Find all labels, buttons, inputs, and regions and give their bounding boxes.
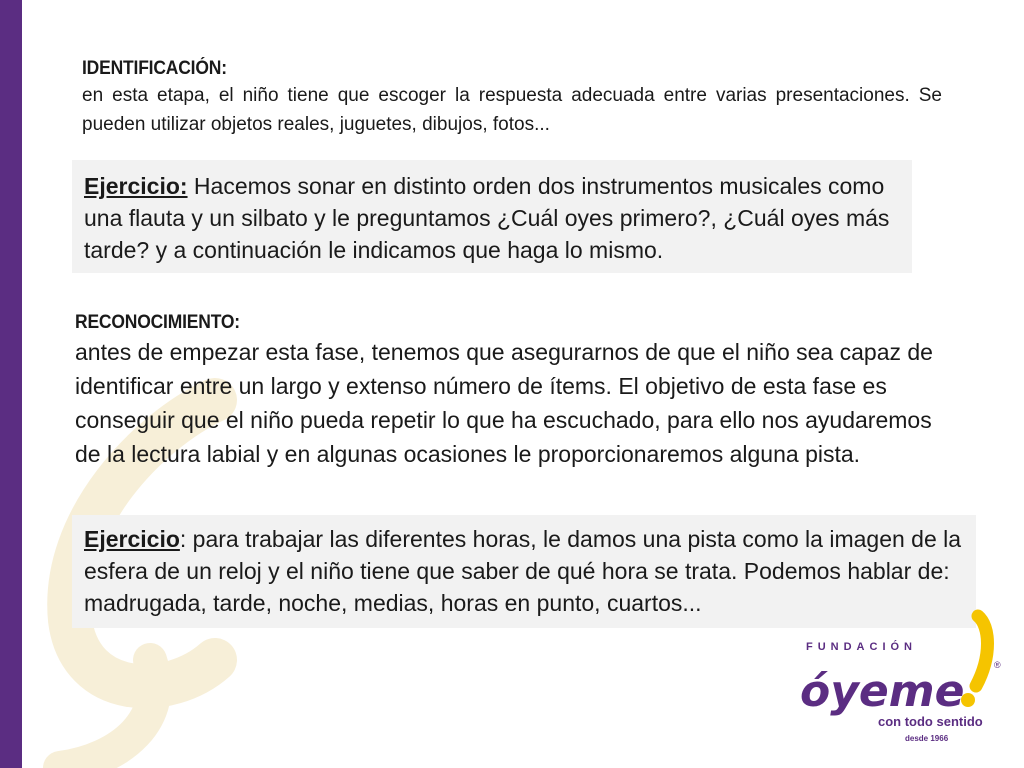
identificacion-body: en esta etapa, el niño tiene que escoger la respuesta adecuada entre varias presentaciones. Se pueden utilizar objetos reales, juguetes, dibujos, fotos...: [82, 85, 942, 135]
reconocimiento-section: [75, 312, 945, 471]
ejercicio-1-panel: [72, 160, 912, 273]
logo-fundacion-text: FUNDACIÓN: [806, 641, 917, 653]
ejercicio-1-body: Hacemos sonar en distinto orden dos instrumentos musicales como una flauta y un silbato y le preguntamos ¿Cuál oyes primero?, ¿Cuál oyes más tarde? y a continuación le indicamos que haga lo mismo.: [84, 173, 890, 263]
logo-brand-text: óyeme: [800, 666, 965, 717]
ejercicio-2-text: [84, 523, 964, 619]
ejercicio-2-body: : para trabajar las diferentes horas, le damos una pista como la imagen de la esfera de un reloj y el niño tiene que saber de qué hora se trata. Podemos hablar de: madrugada, tarde, noche, medias, horas en punto, cuartos...: [84, 526, 962, 616]
logo-since: desde 1966: [905, 734, 949, 743]
logo-tagline: con todo sentido: [878, 714, 983, 729]
ejercicio-1-text: [84, 170, 904, 266]
logo-registered-mark: ®: [994, 660, 1001, 670]
identificacion-heading: IDENTIFICACIÓN:: [82, 58, 227, 79]
ejercicio-1-label: Ejercicio:: [84, 173, 188, 199]
oyeme-logo-graphic: [800, 608, 1010, 758]
identificacion-section: [82, 58, 942, 139]
reconocimiento-heading: RECONOCIMIENTO:: [75, 312, 240, 333]
fundacion-oyeme-logo: [800, 608, 1010, 758]
ejercicio-2-label: Ejercicio: [84, 526, 180, 552]
reconocimiento-body: antes de empezar esta fase, tenemos que asegurarnos de que el niño sea capaz de identificar entre un largo y extenso número de ítems. El objetivo de esta fase es conseguir que el niño pueda repetir lo que ha escuchado, para ello nos ayudaremos de la lectura labial y en algunas ocasiones le proporcionaremos alguna pista.: [75, 339, 933, 467]
left-accent-bar: [0, 0, 22, 768]
